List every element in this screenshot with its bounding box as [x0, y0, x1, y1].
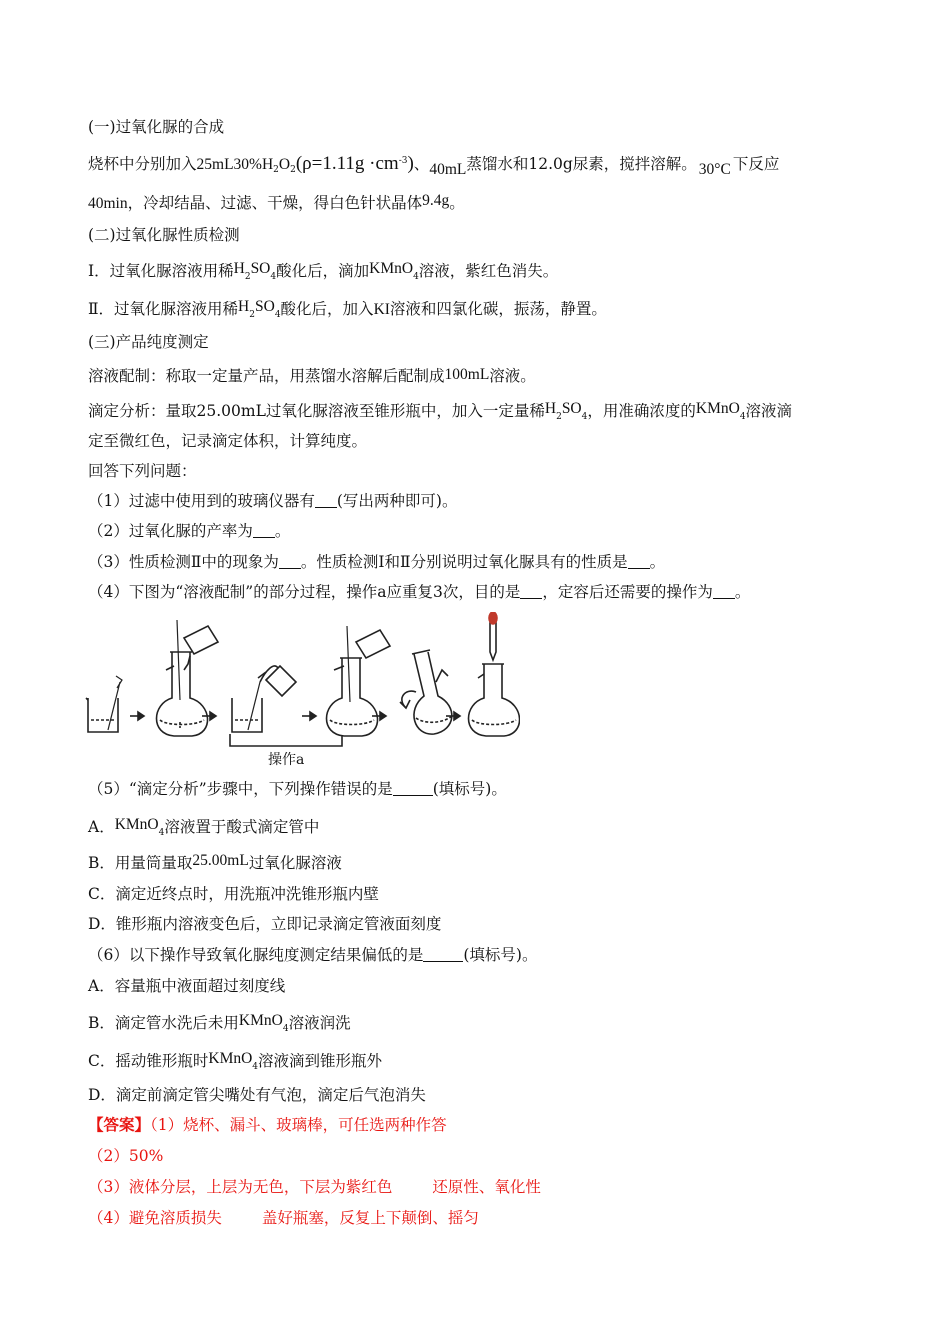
wash-bottle-icon — [258, 666, 296, 696]
superscript: -3 — [398, 156, 408, 166]
text: （4）下图为“溶液配制”的部分过程，操作a应重复3次，目的是 — [88, 583, 521, 601]
answer-blank — [520, 584, 542, 599]
text: B．滴定管水洗后未用 — [88, 1014, 239, 1032]
density: (ρ=1.11g ·cm — [295, 153, 399, 174]
temperature: 30°C — [698, 161, 731, 178]
formula: SO — [254, 298, 275, 315]
subscript: 2 — [290, 165, 296, 175]
dropper-icon — [489, 612, 497, 660]
subscript: 4 — [270, 272, 277, 282]
text: 溶液置于酸式滴定管中 — [164, 818, 320, 836]
text: （3）性质检测Ⅱ中的现象为 — [88, 553, 279, 571]
subscript: 4 — [739, 412, 746, 422]
formula: SO — [561, 400, 582, 417]
text: 溶液配制：称取一定量产品，用蒸馏水溶解后配制成 — [88, 367, 445, 385]
mass: 9.4g — [422, 192, 450, 209]
answer-1 — [88, 1114, 447, 1136]
formula-kmno4: KMnO — [238, 1012, 283, 1029]
q6-option-d: D．滴定前滴定管尖嘴处有气泡，滴定后气泡消失 — [88, 1086, 426, 1104]
text: 还原性、氧化性 — [432, 1178, 541, 1196]
q5-option-d: D．锥形瓶内溶液变色后，立即记录滴定管液面刻度 — [88, 915, 442, 933]
time: 40min — [88, 195, 128, 212]
subscript: 2 — [556, 412, 562, 422]
q6-option-b — [88, 1010, 351, 1040]
question-1 — [88, 490, 457, 512]
questions-intro: 回答下列问题： — [88, 462, 197, 480]
volumetric-flask-icon — [469, 664, 520, 736]
section1-line2 — [88, 190, 465, 215]
text: 。 — [449, 194, 465, 212]
text: 酸化后，滴加 — [276, 262, 370, 280]
answer-blank — [393, 781, 433, 796]
text: Ⅱ．过氧化脲溶液用稀 — [88, 300, 239, 318]
question-4 — [88, 581, 750, 603]
text: 。性质检测Ⅰ和Ⅱ分别说明过氧化脲具有的性质是 — [300, 553, 628, 571]
answer-tag: 【答案】 — [88, 1115, 151, 1134]
solution-prep-diagram — [80, 612, 520, 772]
volume: 100mL — [444, 366, 490, 383]
text: 溶液滴 — [745, 402, 793, 420]
text: C．摇动锥形瓶时 — [88, 1052, 209, 1070]
text: ，定容后还需要的操作为 — [542, 583, 713, 601]
operation-a-label: 操作a — [268, 752, 305, 768]
subscript: 2 — [273, 165, 279, 175]
answer-blank — [253, 523, 275, 538]
text: 溶液和四氯化碳，振荡，静置。 — [389, 300, 607, 318]
answer-3 — [88, 1176, 541, 1198]
text: （5）“滴定分析”步骤中，下列操作错误的是 — [88, 780, 393, 798]
volumetric-flask-icon — [157, 620, 219, 736]
text: 。 — [649, 553, 666, 571]
text: （3）液体分层，上层为无色，下层为紫红色 — [88, 1178, 393, 1196]
answer-blank — [628, 554, 650, 569]
text: (填标号)。 — [432, 780, 507, 798]
subscript: 2 — [244, 272, 251, 282]
question-3 — [88, 551, 665, 573]
text: 。 — [734, 583, 751, 601]
q5-option-b — [88, 850, 342, 874]
text: ，冷却结晶、过滤、干燥，得白色针状晶体 — [127, 194, 423, 212]
text: 酸化后，加入 — [280, 300, 374, 318]
subscript: 4 — [252, 1062, 259, 1072]
beaker-icon — [232, 682, 262, 732]
subscript: 2 — [249, 310, 255, 320]
answer-2: （2）50% — [88, 1147, 164, 1165]
arrow-right-icon — [202, 712, 216, 720]
formula-kmno4: KMnO — [369, 260, 414, 277]
answer-blank — [315, 493, 337, 508]
subscript: 4 — [413, 272, 419, 282]
formula-o: O — [278, 156, 291, 173]
section1-line1 — [88, 150, 779, 181]
arrow-right-icon — [130, 712, 144, 720]
formula-kmno4: KMnO — [208, 1050, 253, 1067]
question-2 — [88, 520, 290, 542]
text: 过氧化脲溶液 — [248, 854, 342, 872]
option-letter: A． — [88, 818, 115, 836]
formula: H — [238, 298, 250, 315]
text: B．用量筒量取 — [88, 854, 193, 872]
question-6 — [88, 944, 537, 966]
question-5 — [88, 778, 507, 800]
formula: H — [233, 260, 245, 277]
text: I．过氧化脲溶液用稀 — [88, 262, 234, 280]
text: 溶液滴到锥形瓶外 — [258, 1052, 383, 1070]
formula-h2o2: 25mL30%H — [196, 156, 274, 173]
solution-prep — [88, 364, 536, 387]
formula: H — [544, 400, 557, 417]
text: 滴定分析：量取25.00mL过氧化脲溶液至锥形瓶中，加入一定量稀 — [88, 402, 545, 420]
text: ，用准确浓度的 — [587, 402, 696, 420]
text: 溶液润洗 — [288, 1014, 351, 1032]
text: 溶液，紫红色消失。 — [418, 262, 559, 280]
text: （1）过滤中使用到的玻璃仪器有 — [88, 492, 315, 510]
beaker-icon — [86, 676, 122, 732]
answer-blank — [423, 947, 463, 962]
arrow-right-icon — [302, 712, 316, 720]
text: (写出两种即可)。 — [336, 492, 458, 510]
section1-title: (一)过氧化脲的合成 — [88, 118, 225, 136]
answer-blank — [713, 584, 735, 599]
text: （2）过氧化脲的产率为 — [88, 522, 253, 540]
titration-analysis-cont: 定至微红色，记录滴定体积，计算纯度。 — [88, 432, 368, 450]
q5-option-a — [88, 814, 319, 844]
q6-option-a: A．容量瓶中液面超过刻度线 — [88, 977, 286, 995]
paren-close: ) — [407, 153, 414, 174]
volume: 40mL — [429, 161, 467, 178]
swirl-flask-icon — [400, 650, 452, 734]
text: （4）避免溶质损失 — [88, 1209, 222, 1227]
section2-title: (二)过氧化脲性质检测 — [88, 226, 240, 244]
answer-4 — [88, 1207, 479, 1229]
q6-option-c — [88, 1048, 382, 1078]
arrow-right-icon — [372, 712, 386, 720]
formula-kmno4: KMnO — [695, 400, 740, 417]
subscript: 4 — [581, 412, 588, 422]
operation-bracket — [230, 734, 342, 746]
formula-ki: KI — [373, 301, 390, 318]
titration-analysis — [88, 398, 792, 428]
q5-option-c: C．滴定近终点时，用洗瓶冲洗锥形瓶内壁 — [88, 885, 379, 903]
volume: 25.00mL — [192, 852, 249, 869]
test-i — [88, 258, 558, 288]
subscript: 4 — [158, 828, 165, 838]
text: 盖好瓶塞，反复上下颠倒、摇匀 — [261, 1209, 479, 1227]
answer-blank — [279, 554, 301, 569]
text: 溶液。 — [489, 367, 536, 385]
text: (填标号)。 — [463, 946, 538, 964]
text: 下反应 — [732, 155, 780, 173]
formula-kmno4: KMnO — [114, 816, 159, 833]
subscript: 4 — [282, 1024, 289, 1034]
test-ii — [88, 296, 607, 326]
formula: SO — [250, 260, 271, 277]
section3-title: (三)产品纯度测定 — [88, 333, 209, 351]
text: 。 — [274, 522, 291, 540]
arrow-right-icon — [446, 712, 460, 720]
text: （1）烧杯、漏斗、玻璃棒，可任选两种作答 — [150, 1116, 447, 1134]
text: 烧杯中分别加入 — [88, 155, 197, 173]
subscript: 4 — [274, 310, 281, 320]
text: （6）以下操作导致氧化脲纯度测定结果偏低的是 — [88, 946, 424, 964]
text: 蒸馏水和12.0g尿素，搅拌溶解。 — [466, 155, 697, 173]
text: 、 — [413, 155, 430, 173]
